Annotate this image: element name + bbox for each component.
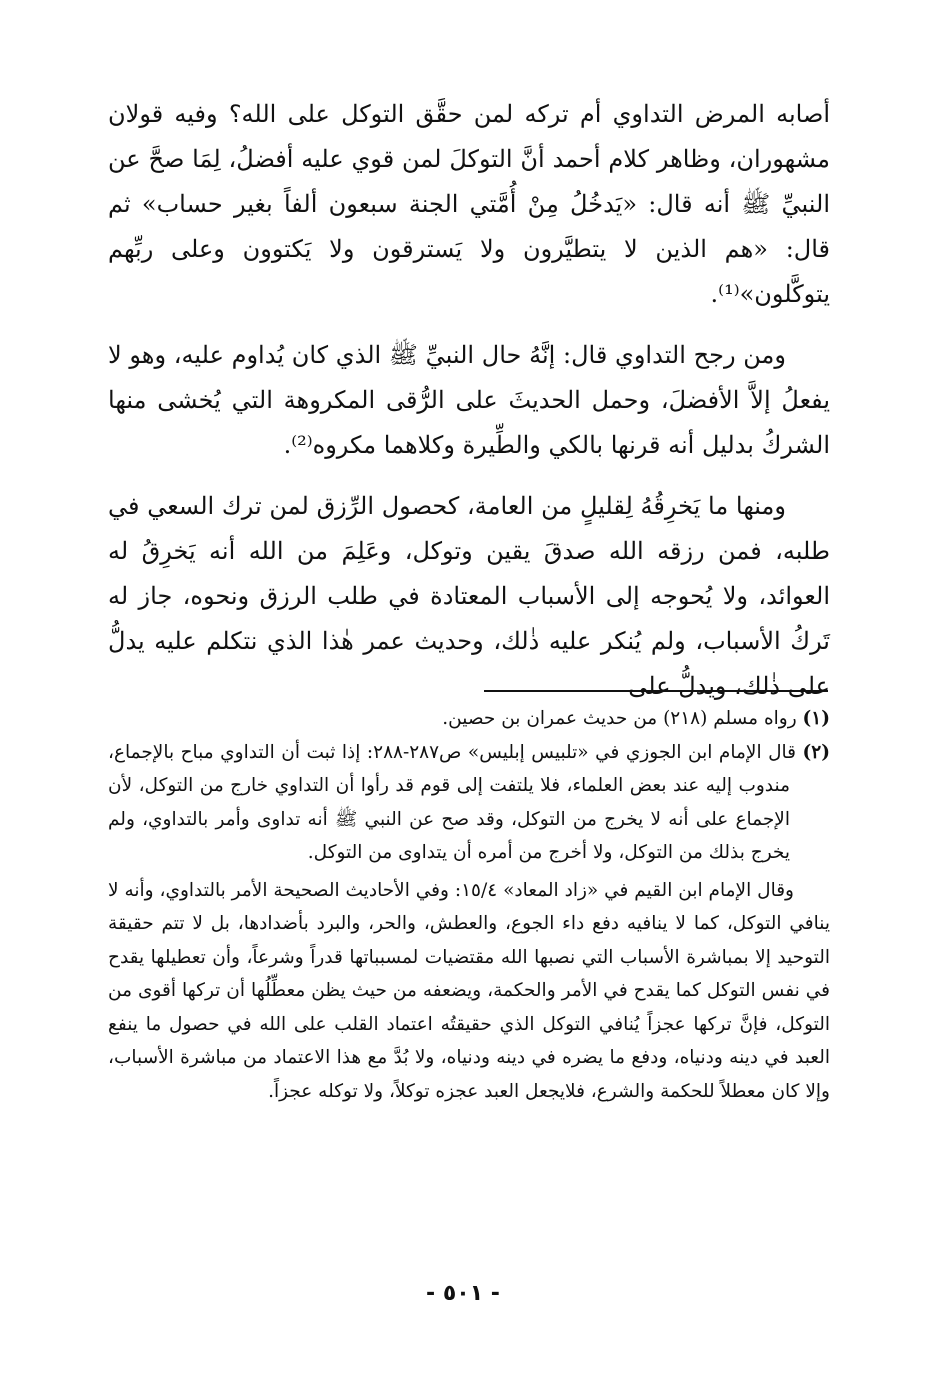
paragraph-3: ومنها ما يَخرِقُهُ لِقليلٍ من العامة، كحصول الرِّزق لمن ترك السعي في طلبه، فمن رزقه الله صدقَ يقين وتوكل، وعَلِمَ من الله أنه يَخرِقُ له العوائد، ولا يُحوجه إلى الأسباب المعتادة في طلب الرزق ونحوه، جاز له تَركُ الأسباب، ولم يُنكر عليه ذٰلك، وحديث عمر هٰذا الذي نتكلم عليه يدلُّ على ذٰلك، ويدلُّ على <box>108 492 830 700</box>
footnote-2 <box>108 736 830 870</box>
footnote-1 <box>108 702 830 736</box>
footnote-2-continuation: وقال الإمام ابن القيم في «زاد المعاد» ١٥/٤: وفي الأحاديث الصحيحة الأمر بالتداوي، وأنه لا ينافي التوكل، كما لا ينافيه دفع داء الجوع، والعطش، والحر، والبرد بأضدادها، بل لا تتم حقيقة التوحيد إلا بمباشرة الأسباب التي نصبها الله مقتضيات لمسبباتها قدراً وشرعاً، وأن تعطيلها يقدح في نفس التوكل كما يقدح في الأمر والحكمة، ويضعفه من حيث يظن معطِّلُها أن تركها أقوى من التوكل، فإنَّ تركها عجزاً يُنافي التوكل الذي حقيقتُه اعتماد القلب على الله في حصول ما ينفع العبد في دينه ودنياه، ودفع ما يضره في دينه ودنياه، ولا بُدَّ مع هذا الاعتماد من مباشرة الأسباب، وإلا كان معطلاً للحكمة والشرع، فلايجعل العبد عجزه توكلاً، ولا توكله عجزاً. <box>108 879 830 1102</box>
footnote-separator <box>484 690 828 692</box>
page-number: - ٥٠١ - <box>426 1281 500 1306</box>
footnotes <box>108 702 830 1108</box>
footnote-2-text: قال الإمام ابن الجوزي في «تلبيس إبليس» ص٢٨٧-٢٨٨: إذا ثبت أن التداوي مباح بالإجماع، مندوب إليه عند بعض العلماء، فلا يلتفت إلى قوم قد رأوا أن التداوي خارج من التوكل، لأن الإجماع على أنه لا يخرج من التوكل، وقد صح عن النبي ﷺ أنه تداوى وأمر بالتداوي، ولم يخرج بذلك من التوكل، ولا أخرج من أمره أن يتداوى من التوكل. <box>108 741 797 863</box>
footnote-1-number: (١) <box>802 708 830 729</box>
footnote-2-number: (٢) <box>802 741 830 763</box>
footnote-1-text: رواه مسلم (٢١٨) من حديث عمران بن حصين. <box>442 708 797 729</box>
main-text <box>108 92 830 709</box>
paragraph-1: أصابه المرض التداوي أم تركه لمن حقَّق التوكل على الله؟ وفيه قولان مشهوران، وظاهر كلام أحمد أنَّ التوكلَ لمن قوي عليه أفضلُ، لِمَا صحَّ عن النبيِّ ﷺ أنه قال: «يَدخُلُ مِنْ أُمَّتي الجنة سبعون ألفاً بغير حساب» ثم قال: «هم الذين لا يتطيَّرون ولا يَسترقون ولا يَكتوون وعلى ربِّهم يتوكَّلون»⁽¹⁾. <box>108 100 830 308</box>
paragraph-2: ومن رجح التداوي قال: إنَّهُ حال النبيِّ ﷺ الذي كان يُداوم عليه، وهو لا يفعلُ إلاَّ الأفضلَ، وحمل الحديثَ على الرُّقى المكروهة التي يُخشى منها الشركُ بدليل أنه قرنها بالكي والطِّيرة وكلاهما مكروه⁽²⁾. <box>108 341 830 459</box>
